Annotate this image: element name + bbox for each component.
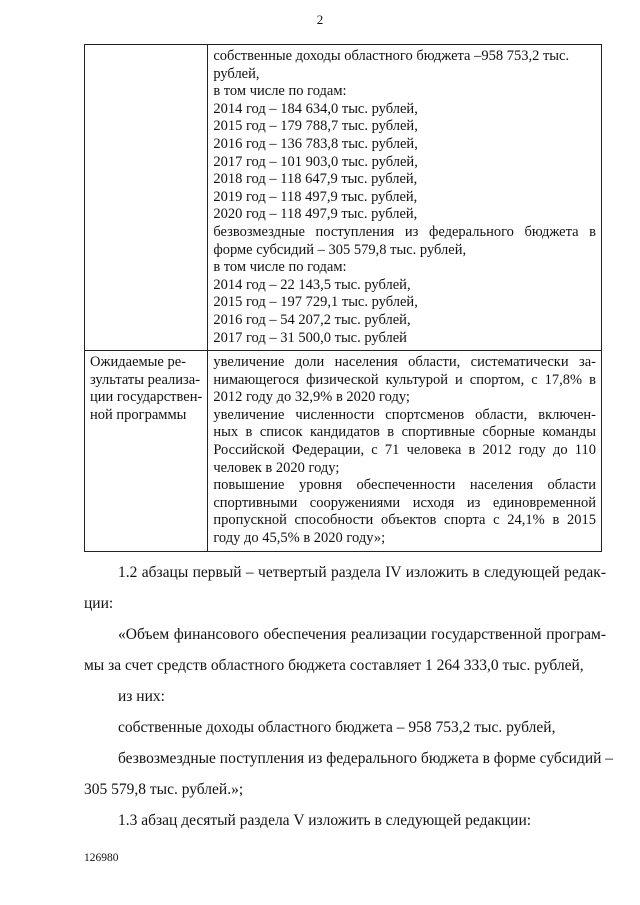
table-cell-results	[208, 351, 602, 552]
results-line: нимающегося физической культурой и спортом, с 17,8% в	[213, 371, 596, 388]
results-line: 2012 году до 32,9% в 2020 году;	[213, 389, 410, 406]
program-passport-table	[84, 44, 602, 552]
financing-line: 2015 год – 179 788,7 тыс. рублей,	[213, 118, 418, 135]
paragraph-federal-continuation: 305 579,8 тыс. рублей.»;	[84, 781, 244, 798]
results-line: увеличение доли населения области, систематически за-	[213, 354, 596, 371]
financing-line: 2017 год – 31 500,0 тыс. рублей	[213, 329, 407, 346]
table-row-financing	[85, 45, 602, 351]
financing-line: 2016 год – 136 783,8 тыс. рублей,	[213, 135, 418, 152]
paragraph-1-3: 1.3 абзац десятый раздела V изложить в следующей редакции:	[118, 812, 532, 829]
financing-line: рублей,	[213, 65, 260, 82]
results-line: ных в список кандидатов в спортивные сборные команды	[213, 424, 596, 441]
financing-line: 2014 год – 184 634,0 тыс. рублей,	[213, 100, 418, 117]
document-code: 126980	[84, 852, 119, 864]
results-line: повышение уровня обеспеченности населения области	[213, 477, 596, 494]
results-label-line: Ожидаемые ре-	[90, 354, 186, 371]
results-line: Российской Федерации, с 71 человека в 2012 году до 110	[213, 442, 596, 459]
results-label-line: зультаты реализа-	[90, 371, 201, 388]
results-line: пропускной способности объектов спорта с 24,1% в 2015	[213, 512, 596, 529]
financing-line: форме субсидий – 305 579,8 тыс. рублей,	[213, 241, 467, 258]
financing-line: 2017 год – 101 903,0 тыс. рублей,	[213, 153, 418, 170]
table-row-results	[85, 351, 602, 552]
financing-line: 2018 год – 118 647,9 тыс. рублей,	[213, 171, 418, 188]
paragraph-volume-continuation: мы за счет средств областного бюджета составляет 1 264 333,0 тыс. рублей,	[84, 657, 584, 674]
financing-line: 2019 год – 118 497,9 тыс. рублей,	[213, 188, 418, 205]
financing-line: 2014 год – 22 143,5 тыс. рублей,	[213, 276, 411, 293]
table-cell-financing	[208, 45, 602, 351]
financing-line: в том числе по годам:	[213, 259, 347, 276]
results-line: человек в 2020 году;	[213, 459, 340, 476]
paragraph-1-2: 1.2 абзацы первый – четвертый раздела IV изложить в следующей редак-	[118, 564, 606, 581]
financing-line: 2016 год – 54 207,2 тыс. рублей,	[213, 311, 411, 328]
results-line: году до 45,5% в 2020 году»;	[213, 530, 386, 547]
financing-line: безвозмездные поступления из федерального бюджета в	[213, 223, 596, 240]
paragraph-federal: безвозмездные поступления из федерального бюджета в форме субсидий –	[118, 750, 614, 767]
table-cell-empty	[85, 45, 208, 351]
financing-line: собственные доходы областного бюджета –958 753,2 тыс.	[213, 48, 570, 64]
results-line: увеличение численности спортсменов области, включен-	[213, 406, 596, 423]
results-label-line: ной программы	[90, 406, 187, 423]
financing-line: 2020 год – 118 497,9 тыс. рублей,	[213, 206, 418, 223]
paragraph-1-2-continuation: ции:	[84, 595, 114, 612]
financing-line: 2015 год – 197 729,1 тыс. рублей,	[213, 294, 418, 311]
paragraph-of-them: из них:	[118, 688, 165, 705]
results-line: спортивными сооружениями исходя из единовременной	[213, 494, 596, 511]
financing-line: в том числе по годам:	[213, 83, 347, 100]
page-number: 2	[316, 12, 324, 27]
paragraph-own-revenue: собственные доходы областного бюджета – 958 753,2 тыс. рублей,	[118, 719, 556, 736]
table-cell-results-label	[85, 351, 208, 552]
paragraph-volume: «Объем финансового обеспечения реализации государственной програм-	[118, 626, 606, 643]
results-label-line: ции государствен-	[90, 389, 203, 406]
